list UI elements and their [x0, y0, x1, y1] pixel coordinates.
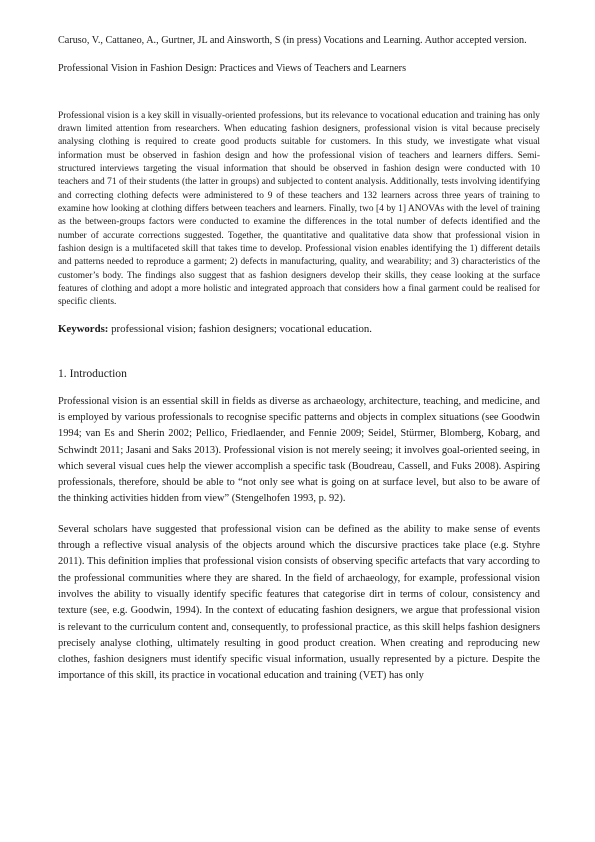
abstract-paragraph: Professional vision is a key skill in visually-oriented professions, but its relevance to vocational education and training has only drawn limited attention from researchers. When educating fashion designers, professional vision is vital because precisely analysing clothing is required to create good products suitable for customers. In this study, we investigate what visual information must be observed in fashion design and how the professional vision of teachers and learners differs. Semi-structured interviews targeting the visual information that should be observed in fashion design were conducted with 10 teachers and 71 of their students (the latter in groups) and subjected to content analysis. Additionally, tests involving identifying and correcting clothing defects were administered to 9 of these teachers and 132 learners across three years of training to examine how looking at clothing differs between teachers and learners. Finally, two [4 by 1] ANOVAs with the level of training as the between-groups factors were conducted to examine the differences in the total number of defects identified and the number of accurate corrections suggested. Together, the quantitative and qualitative data show that professional vision in fashion design is a multifaceted skill that takes time to develop. Professional vision enables identifying the 1) different details and patterns needed to reproduce a garment; 2) defects in manufacturing, quality, and wearability; and 3) characteristics of the customer’s body. The findings also suggest that as fashion designers develop their skills, they cease looking at the surface features of clothing and adopt a more holistic and integrated approach that considers how a final garment could be realised for specific clients.	[58, 110, 540, 308]
keywords-label: Keywords:	[58, 322, 109, 335]
keywords-line	[58, 322, 540, 336]
keywords-text: professional vision; fashion designers; vocational education.	[111, 322, 372, 335]
paper-title: Professional Vision in Fashion Design: Practices and Views of Teachers and Learners	[58, 62, 407, 74]
introduction-paragraph-2: Several scholars have suggested that professional vision can be defined as the ability to make sense of events through a reflective visual analysis of the objects around which the discursive practices take place (e.g. Styhre 2011). This definition implies that professional vision consists of observing specific artefacts that vary according to the professional communities where they are shared. In the field of archaeology, for example, professional vision involves the ability to visually identify specific features that categorise dirt in terms of colour, consistency and texture (see, e.g. Goodwin, 1994). In the context of educating fashion designers, we argue that professional vision is relevant to the curriculum content and, consequently, to professional practice, as this skill helps fashion designers precisely analyse clothing, ultimately resulting in good product creation. When creating and reproducing new clothes, fashion designers must identify specific visual information, usually represented by a picture. Despite the importance of this skill, its practice in vocational education and training (VET) has only	[58, 523, 540, 682]
document-page	[58, 34, 540, 685]
introduction-paragraph-1: Professional vision is an essential skill in fields as diverse as archaeology, architecture, teaching, and medicine, and is employed by various professionals to recognise specific patterns and objects in complex situations (see Goodwin 1994; van Es and Sherin 2002; Pellico, Friedlaender, and Fennie 2009; Seidel, Stürmer, Blomberg, Kobarg, and Schwindt 2011; Jasani and Saks 2013). Professional vision is not merely seeing; it involves goal-oriented seeing, in which several visual cues help the viewer accomplish a specific task (Boudreau, Cassell, and Fuks 2008). Aspiring professionals, therefore, should be able to “not only see what is going on at surface level, but also to be aware of the thinking activities hidden from view” (Stengelhofen 1993, p. 92).	[58, 395, 540, 505]
section-heading-introduction: 1. Introduction	[58, 366, 127, 380]
citation-line: Caruso, V., Cattaneo, A., Gurtner, JL and Ainsworth, S (in press) Vocations and Learning. Author accepted version.	[58, 35, 527, 46]
